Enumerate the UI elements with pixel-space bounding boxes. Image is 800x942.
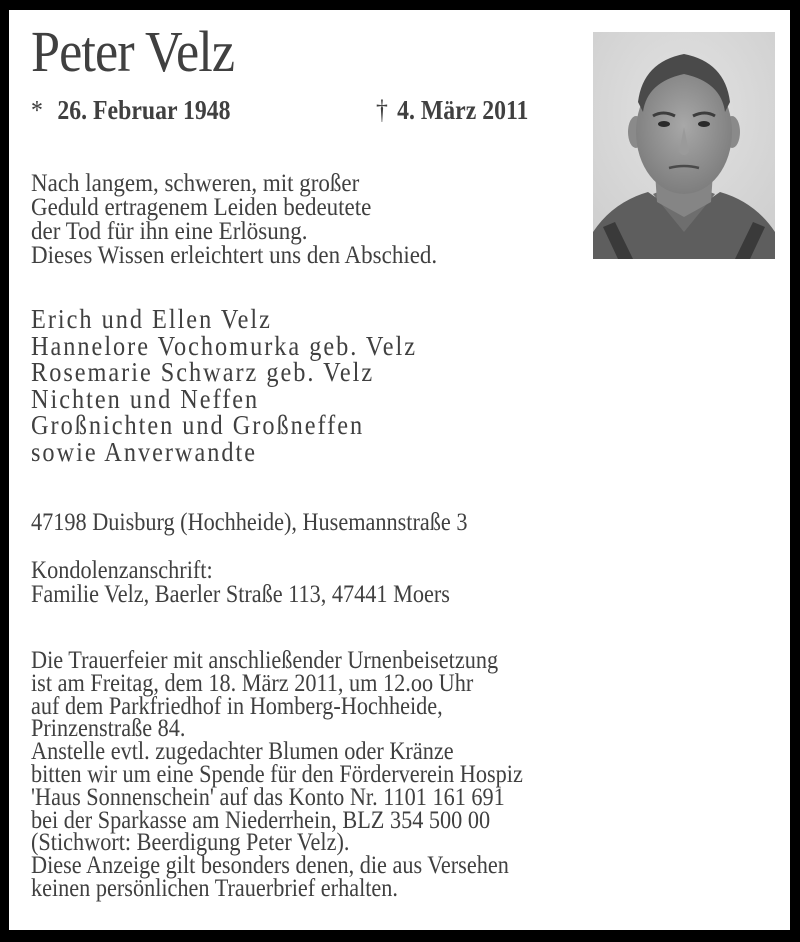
service-line: bei der Sparkasse am Niederrhein, BLZ 354 500 00 (31, 806, 491, 834)
deceased-name: Peter Velz (31, 19, 235, 84)
death-date-text: 4. März 2011 (397, 95, 529, 125)
intro-text (31, 172, 437, 268)
condolence-line: Familie Velz, Baerler Straße 113, 47441 Moers (31, 581, 450, 608)
mourners-list (31, 306, 417, 465)
condolence-address (31, 559, 450, 607)
birth-star-icon: * (31, 95, 43, 125)
service-line: ist am Freitag, dem 18. März 2011, um 12.oo Uhr (31, 669, 474, 697)
intro-line: Dieses Wissen erleichtert uns den Abschied. (31, 242, 438, 269)
death-date (376, 94, 528, 126)
portrait-image (593, 32, 775, 259)
mourner-line: Großnichten und Großneffen (31, 410, 365, 440)
service-line: auf dem Parkfriedhof in Homberg-Hochheide, (31, 692, 443, 720)
intro-line: der Tod für ihn eine Erlösung. (31, 218, 308, 245)
service-line: Prinzenstraße 84. (31, 715, 186, 743)
family-address: 47198 Duisburg (Hochheide), Husemannstraße 3 (31, 509, 468, 536)
birth-date-text: 26. Februar 1948 (57, 95, 231, 125)
service-line: (Stichwort: Beerdigung Peter Velz). (31, 829, 350, 857)
service-line: bitten wir um eine Spende für den Förderverein Hospiz (31, 760, 523, 788)
intro-line: Nach langem, schweren, mit großer (31, 170, 360, 197)
service-line: Diese Anzeige gilt besonders denen, die aus Versehen (31, 852, 509, 880)
mourner-line: sowie Anverwandte (31, 436, 257, 467)
mourner-line: Nichten und Neffen (31, 383, 260, 414)
condolence-label: Kondolenzanschrift: (31, 557, 213, 584)
mourner-line: Rosemarie Schwarz geb. Velz (31, 357, 375, 387)
death-cross-icon: † (376, 95, 388, 125)
portrait-photo (593, 32, 775, 259)
mourner-line: Hannelore Vochomurka geb. Velz (31, 330, 418, 361)
service-line: 'Haus Sonnenschein' auf das Konto Nr. 1101 161 691 (31, 783, 505, 811)
service-details (31, 647, 523, 902)
mourner-line: Erich und Ellen Velz (31, 304, 272, 334)
birth-date (31, 94, 231, 126)
service-line: keinen persönlichen Trauerbrief erhalten. (31, 874, 398, 902)
service-line: Die Trauerfeier mit anschließender Urnenbeisetzung (31, 647, 499, 674)
service-line: Anstelle evtl. zugedachter Blumen oder Kränze (31, 738, 454, 766)
intro-line: Geduld ertragenem Leiden bedeutete (31, 194, 372, 221)
